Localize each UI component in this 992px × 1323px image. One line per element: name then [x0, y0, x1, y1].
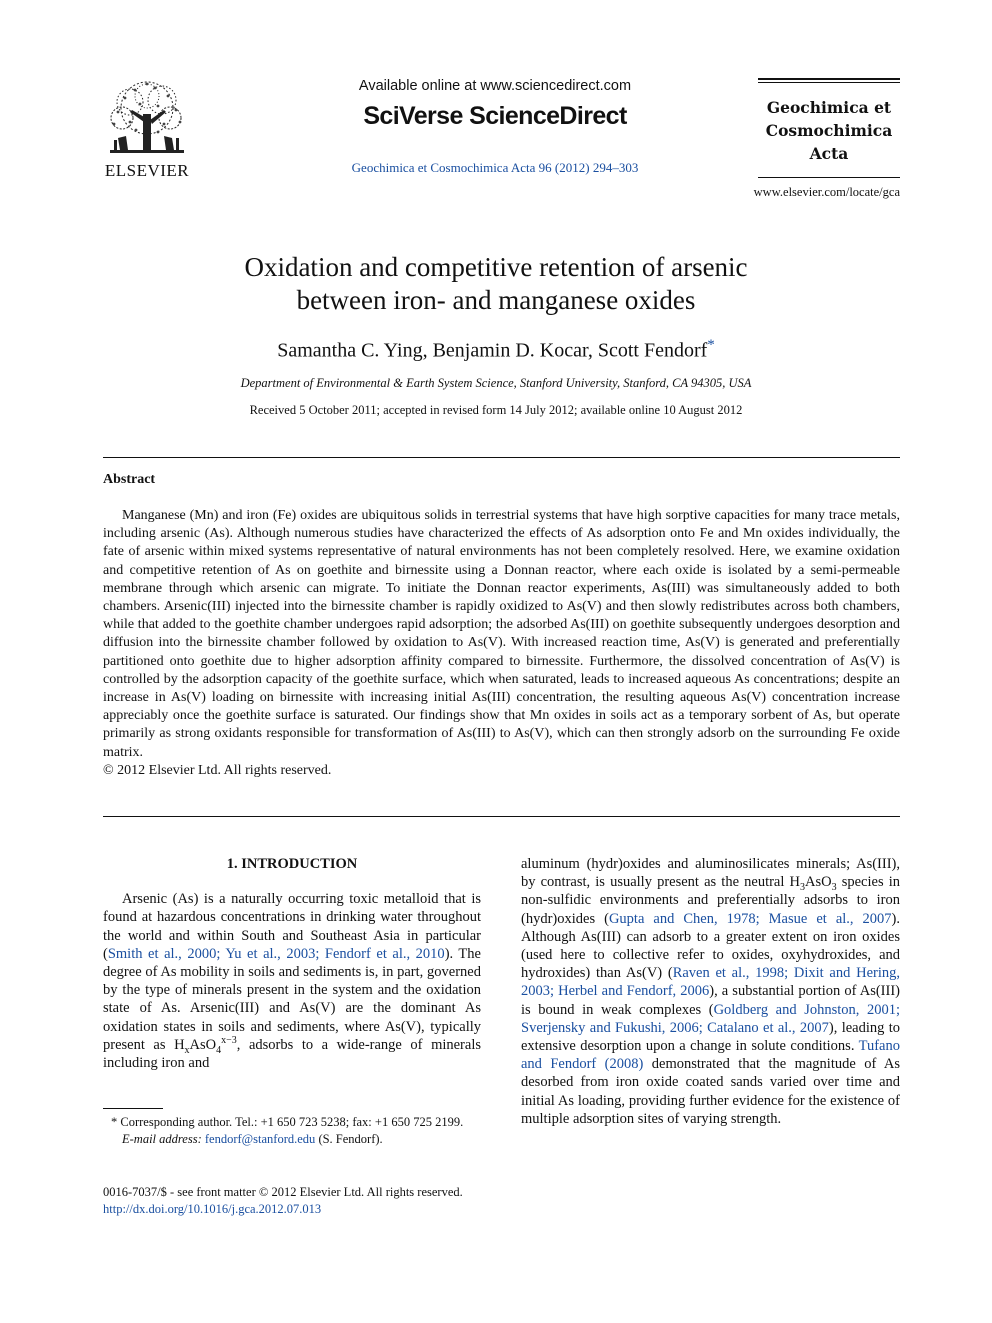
superscript: x−3 [221, 1035, 237, 1046]
body-text: AsO [805, 874, 832, 891]
intro-paragraph [103, 890, 481, 1072]
doi-link[interactable]: http://dx.doi.org/10.1016/j.gca.2012.07.013 [103, 1202, 322, 1216]
citation-link[interactable]: Raven et al., 1998; Dixit and Hering, 2003; Herbel and Fendorf, 2006 [521, 965, 900, 1000]
body-text: ). The degree of As mobility in soils and sediments is, in part, governed by the type of minerals present in the system and the oxidation state of As. Arsenic(III) and As(V) are the dominant As oxidation states in soils and sediments, where As(V), typically present as H [103, 945, 481, 1053]
body-text: ), leading to extensive desorption upon a change in solute conditions. [521, 1019, 900, 1055]
left-column [103, 855, 481, 1072]
divider [103, 816, 900, 817]
footnote-rule [103, 1108, 163, 1109]
body-text: ). Although As(III) can adsorb to a greater extent on iron oxides (used here to collective refer to oxides, oxyhydroxides, and hydroxides) than As(V) ( [521, 910, 901, 982]
journal-rule-top [758, 78, 900, 80]
corresponding-author-note: * Corresponding author. Tel.: +1 650 723 5238; fax: +1 650 725 2199. [111, 1115, 464, 1129]
article-title [0, 251, 992, 317]
section-heading: 1. INTRODUCTION [226, 856, 358, 872]
body-text: Arsenic (As) is a naturally occurring toxic metalloid that is found at hazardous concentrations in drinking water throughout the world and within South and Southeast Asia in particular ( [103, 891, 481, 962]
journal-url[interactable]: www.elsevier.com/locate/gca [753, 185, 900, 199]
abstract-copyright: © 2012 Elsevier Ltd. All rights reserved. [103, 762, 332, 778]
abstract-heading: Abstract [103, 472, 156, 487]
journal-citation-link[interactable]: Geochimica et Cosmochimica Acta 96 (2012) 294–303 [351, 160, 639, 175]
email-link[interactable]: fendorf@stanford.edu [204, 1132, 316, 1146]
body-text: aluminum (hydr)oxides and aluminosilicates minerals; As(III), by contrast, is usually present as the neutral H [521, 856, 900, 891]
abstract-body [103, 507, 900, 780]
citation-link[interactable]: Tufano and Fendorf (2008) [521, 1038, 900, 1073]
body-text: demonstrated that the magnitude of As desorbed from iron oxide coated sands varied over time and initial As loading, providing further evidence for the existence of multiple adsorption sites of varying strength. [521, 1056, 900, 1127]
elsevier-tree-icon [100, 78, 194, 160]
subscript: 3 [831, 882, 837, 894]
email-owner: (S. Fendorf). [318, 1132, 383, 1146]
abstract-text: Manganese (Mn) and iron (Fe) oxides are ubiquitous solids in terrestrial systems that have high sorptive capacities for many trace metals, including arsenic (As). Although numerous studies have characterized the effects of As adsorption onto Fe and Mn oxides individually, the fate of arsenic within mixed systems representative of natural environments has not been completely resolved. Here, we examine oxidation and competitive retention of As on goethite and birnessite using a Donnan reactor, where each oxide is isolated by a semi-permeable membrane through which arsenic can migrate. To initiate the Donnan reactor experiments, As(III) was simultaneously added to both chambers. Arsenic(III) injected into the birnessite chamber is rapidly oxidized to As(V) and then slowly redistributes across both chambers, while that added to the goethite chamber undergoes rapid adsorption; the adsorbed As(III) on goethite subsequently undergoes desorption and diffusion into the birnessite chamber followed by oxidation to As(V). With increased reaction time, As(V) is generated and preferentially partitioned onto goethite due to higher adsorption affinity compared to birnessite. Furthermore, the dissolved concentration of As(V) is controlled by the adsorption capacity of the goethite surface, which when saturated, leads to increased aqueous As concentrations; despite an increase in As(V) loading on birnessite with increasing initial As(III) concentration, the resulting aqueous As(V) concentration increase appreciably once the goethite surface is saturated. Our findings show that Mn oxides in soils act as a temporary sorbent of As, but operate primarily as strong oxidants responsible for transformation of As(III) to As(V), which can then strongly adsorb on the surrounding Fe oxide matrix. [103, 508, 900, 760]
journal-rule-top-thin [758, 82, 900, 83]
received-dates: Received 5 October 2011; accepted in revised form 14 July 2012; available online 10 August 2012 [249, 403, 743, 417]
publisher-name: ELSEVIER [104, 161, 190, 180]
body-text: AsO [189, 1036, 217, 1053]
journal-title-line: Geochimica et [766, 98, 892, 117]
citation-link[interactable]: Smith et al., 2000; Yu et al., 2003; Fendorf et al., 2010 [107, 945, 445, 962]
corresponding-author-mark[interactable]: * [707, 337, 715, 353]
divider [103, 457, 900, 458]
email-line [103, 1131, 481, 1148]
author-list [0, 337, 992, 363]
journal-title [758, 96, 900, 165]
subscript: 3 [800, 882, 805, 894]
subscript: x [184, 1044, 190, 1056]
journal-title-box [758, 78, 900, 178]
journal-rule-bottom [758, 177, 900, 178]
citation-link[interactable]: Gupta and Chen, 1978; Masue et al., 2007 [608, 910, 892, 927]
footnote [103, 1114, 481, 1148]
platform-header [300, 78, 690, 176]
affiliation: Department of Environmental & Earth System Science, Stanford University, Stanford, CA 94305, USA [240, 376, 752, 390]
title-line: Oxidation and competitive retention of arsenic [244, 252, 748, 282]
email-label: E-mail address: [122, 1132, 202, 1146]
issn-line: 0016-7037/$ - see front matter © 2012 Elsevier Ltd. All rights reserved. [103, 1185, 463, 1199]
body-text: ), a substantial portion of As(III) is bound in weak complexes ( [521, 983, 900, 1018]
right-column [521, 855, 900, 1128]
article-footer [103, 1184, 463, 1218]
body-text: , adsorbs to a wide-range of minerals including iron and [103, 1036, 481, 1072]
elsevier-logo [100, 78, 194, 181]
subscript: 4 [216, 1044, 222, 1056]
journal-title-line: Cosmochimica [765, 121, 893, 140]
masthead [0, 0, 992, 200]
intro-paragraph-continued [521, 855, 900, 1128]
author-names: Samantha C. Ying, Benjamin D. Kocar, Scott Fendorf [277, 339, 708, 362]
title-line: between iron- and manganese oxides [296, 285, 696, 315]
body-text: species in non-sulfidic environments and preferentially adsorbs to iron (hydr)oxides ( [521, 874, 900, 927]
available-online-text: Available online at www.sciencedirect.com [358, 78, 632, 94]
platform-name: SciVerse ScienceDirect [363, 102, 627, 130]
journal-title-line: Acta [809, 144, 849, 163]
citation-link[interactable]: Goldberg and Johnston, 2001; Sverjensky and Fukushi, 2006; Catalano et al., 2007 [521, 1001, 900, 1036]
